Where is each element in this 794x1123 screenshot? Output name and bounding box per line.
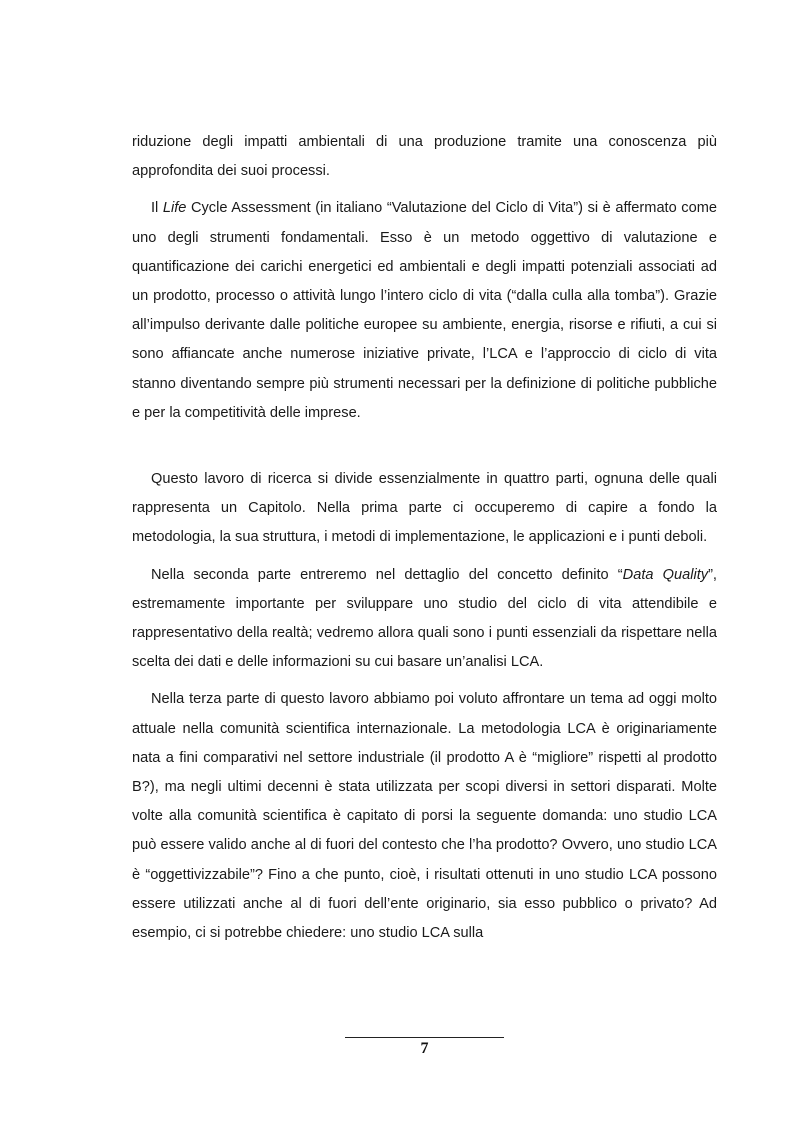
footer-rule <box>345 1037 504 1038</box>
body-text <box>132 128 717 948</box>
paragraph-1: riduzione degli impatti ambientali di una produzione tramite una conoscenza più approfondita dei suoi processi. <box>132 134 717 180</box>
paragraph-3: Questo lavoro di ricerca si divide essenzialmente in quattro parti, ognuna delle quali rappresenta un Capitolo. Nella prima parte ci occuperemo di capire a fondo la metodologia, la sua struttura, i metodi di implementazione, le applicazioni e i punti deboli. <box>132 471 717 546</box>
paragraph-4-rest: ”, estremamente importante per sviluppare uno studio del ciclo di vita attendibile e rappresentativo della realtà; vedremo allora quali sono i punti essenziali da rispettare nella scelta dei dati e delle informazioni su cui basare un’analisi LCA. <box>132 566 717 671</box>
paragraph-4-italic: Data Quality <box>622 566 709 583</box>
page-number: 7 <box>420 1040 429 1057</box>
paragraph-4 <box>132 561 717 678</box>
paragraph-5: Nella terza parte di questo lavoro abbiamo poi voluto affrontare un tema ad oggi molto attuale nella comunità scientifica internazionale. La metodologia LCA è originariamente nata a fini comparativi nel settore industriale (il prodotto A è “migliore” rispetti al prodotto B?), ma negli ultimi decenni è stata utilizzata per scopi diversi in settori disparati. Molte volte alla comunità scientifica è capitato di porsi la seguente domanda: uno studio LCA può essere valido anche al di fuori del contesto che l’ha prodotto? Ovvero, uno studio LCA è “oggettivizzabile”? Fino a che punto, cioè, i risultati ottenuti in uno studio LCA possono essere utilizzati anche al di fuori dell’ente originario, sia esso pubblico o privato? Ad esempio, ci si potrebbe chiedere: uno studio LCA sulla <box>132 691 717 942</box>
paragraph-2-rest: Cycle Assessment (in italiano “Valutazione del Ciclo di Vita”) si è affermato come uno degli strumenti fondamentali. Esso è un metodo oggettivo di valutazione e quantificazione dei carichi energetici ed ambientali e degli impatti potenziali associati ad un prodotto, processo o attività lungo l’intero ciclo di vita (“dalla culla alla tomba”). Grazie all’impulso derivante dalle politiche europee su ambiente, energia, risorse e rifiuti, a cui si sono affiancate anche numerose iniziative private, l’LCA e l’approccio di ciclo di vita stanno diventando sempre più strumenti necessari per la definizione di politiche pubbliche e per la competitività delle imprese. <box>132 200 717 421</box>
paragraph-4-prefix: Nella seconda parte entreremo nel dettaglio del concetto definito “ <box>151 566 623 583</box>
paragraph-2-italic: Life <box>162 200 187 217</box>
paragraph-2-prefix: Il <box>151 200 163 217</box>
paragraph-2 <box>132 194 717 428</box>
